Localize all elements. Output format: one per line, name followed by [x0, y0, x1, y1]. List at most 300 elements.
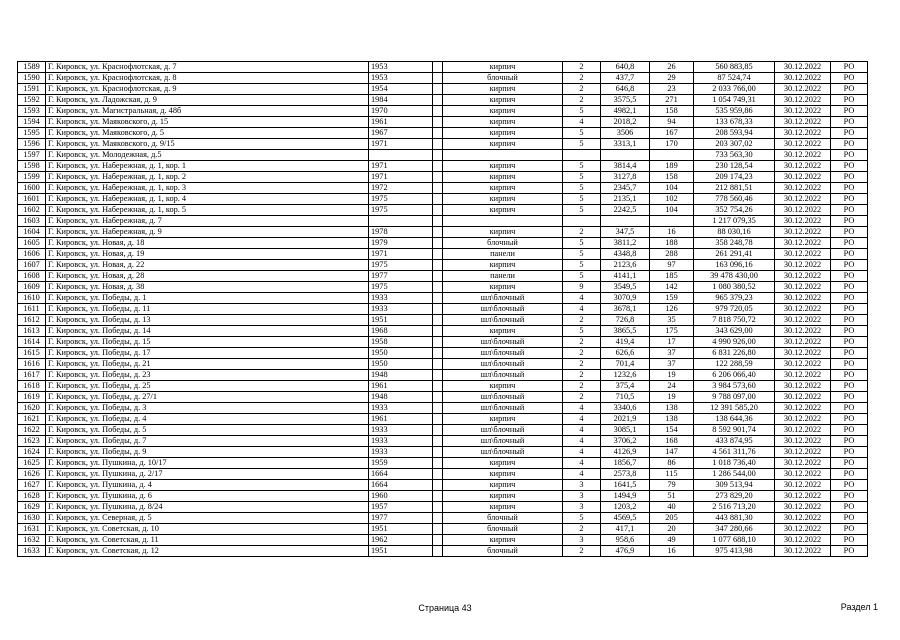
row-number-cell: 1616	[18, 359, 46, 370]
floors-cell: 4	[563, 447, 601, 458]
cost-cell: 9 788 097,00	[694, 392, 775, 403]
area-cell: 3811,2	[601, 238, 650, 249]
residents-cell	[650, 216, 694, 227]
table-row	[18, 62, 868, 73]
floors-cell: 5	[563, 128, 601, 139]
area-cell: 1641,5	[601, 480, 650, 491]
table-row	[18, 491, 868, 502]
table-row	[18, 524, 868, 535]
area-cell: 4141,1	[601, 271, 650, 282]
date-cell: 30.12.2022	[775, 238, 831, 249]
program-code-cell: РО	[831, 315, 868, 326]
spacer-cell	[433, 172, 443, 183]
cost-cell: 138 644,36	[694, 414, 775, 425]
table-row	[18, 392, 868, 403]
date-cell: 30.12.2022	[775, 315, 831, 326]
build-year-cell: 1971	[369, 249, 433, 260]
residents-cell: 142	[650, 282, 694, 293]
spacer-cell	[433, 205, 443, 216]
cost-cell: 443 881,30	[694, 513, 775, 524]
cost-cell: 6 831 226,80	[694, 348, 775, 359]
spacer-cell	[433, 337, 443, 348]
date-cell: 30.12.2022	[775, 260, 831, 271]
cost-cell: 208 593,94	[694, 128, 775, 139]
date-cell: 30.12.2022	[775, 370, 831, 381]
floors-cell: 2	[563, 381, 601, 392]
program-code-cell: РО	[831, 425, 868, 436]
floors-cell: 2	[563, 227, 601, 238]
build-year-cell: 1961	[369, 414, 433, 425]
row-number-cell: 1599	[18, 172, 46, 183]
wall-material-cell: шл\блочный	[443, 436, 563, 447]
table-row	[18, 370, 868, 381]
floors-cell: 5	[563, 205, 601, 216]
table-row	[18, 315, 868, 326]
row-number-cell: 1602	[18, 205, 46, 216]
area-cell: 3340,6	[601, 403, 650, 414]
address-cell: Г. Кировск, ул. Победы, д. 9	[46, 447, 369, 458]
floors-cell: 5	[563, 106, 601, 117]
row-number-cell: 1607	[18, 260, 46, 271]
date-cell: 30.12.2022	[775, 480, 831, 491]
row-number-cell: 1608	[18, 271, 46, 282]
program-code-cell: РО	[831, 194, 868, 205]
date-cell: 30.12.2022	[775, 183, 831, 194]
spacer-cell	[433, 359, 443, 370]
date-cell: 30.12.2022	[775, 128, 831, 139]
program-code-cell: РО	[831, 491, 868, 502]
cost-cell: 347 280,66	[694, 524, 775, 535]
table-row	[18, 205, 868, 216]
build-year-cell: 1664	[369, 469, 433, 480]
table-body	[18, 62, 868, 557]
spacer-cell	[433, 249, 443, 260]
program-code-cell: РО	[831, 183, 868, 194]
spacer-cell	[433, 84, 443, 95]
build-year-cell: 1975	[369, 260, 433, 271]
floors-cell: 2	[563, 315, 601, 326]
area-cell: 640,8	[601, 62, 650, 73]
build-year-cell: 1960	[369, 491, 433, 502]
cost-cell: 7 818 750,72	[694, 315, 775, 326]
floors-cell: 5	[563, 271, 601, 282]
spacer-cell	[433, 73, 443, 84]
area-cell: 4126,9	[601, 447, 650, 458]
floors-cell	[563, 150, 601, 161]
area-cell: 2123,6	[601, 260, 650, 271]
residents-cell: 158	[650, 106, 694, 117]
spacer-cell	[433, 447, 443, 458]
area-cell: 375,4	[601, 381, 650, 392]
program-code-cell: РО	[831, 524, 868, 535]
date-cell: 30.12.2022	[775, 392, 831, 403]
program-code-cell: РО	[831, 238, 868, 249]
build-year-cell: 1961	[369, 117, 433, 128]
program-code-cell: РО	[831, 62, 868, 73]
address-cell: Г. Кировск, ул. Победы, д. 11	[46, 304, 369, 315]
program-code-cell: РО	[831, 326, 868, 337]
floors-cell: 3	[563, 480, 601, 491]
build-year-cell: 1951	[369, 546, 433, 557]
residents-cell: 288	[650, 249, 694, 260]
residents-cell: 170	[650, 139, 694, 150]
row-number-cell: 1606	[18, 249, 46, 260]
wall-material-cell: блочный	[443, 546, 563, 557]
date-cell: 30.12.2022	[775, 535, 831, 546]
date-cell: 30.12.2022	[775, 161, 831, 172]
area-cell: 1856,7	[601, 458, 650, 469]
spacer-cell	[433, 315, 443, 326]
address-cell: Г. Кировск, ул. Новая, д. 19	[46, 249, 369, 260]
build-year-cell: 1978	[369, 227, 433, 238]
address-cell: Г. Кировск, ул. Магистральная, д. 48б	[46, 106, 369, 117]
cost-cell: 309 513,94	[694, 480, 775, 491]
wall-material-cell: кирпич	[443, 161, 563, 172]
wall-material-cell: шл\блочный	[443, 315, 563, 326]
cost-cell: 87 524,74	[694, 73, 775, 84]
table-row	[18, 172, 868, 183]
area-cell: 3313,1	[601, 139, 650, 150]
cost-cell: 343 629,00	[694, 326, 775, 337]
residents-cell: 168	[650, 436, 694, 447]
program-code-cell: РО	[831, 260, 868, 271]
area-cell: 2345,7	[601, 183, 650, 194]
program-code-cell: РО	[831, 337, 868, 348]
spacer-cell	[433, 304, 443, 315]
floors-cell: 9	[563, 282, 601, 293]
date-cell: 30.12.2022	[775, 150, 831, 161]
floors-cell: 4	[563, 293, 601, 304]
wall-material-cell: кирпич	[443, 117, 563, 128]
floors-cell: 4	[563, 117, 601, 128]
spacer-cell	[433, 502, 443, 513]
build-year-cell: 1971	[369, 139, 433, 150]
address-cell: Г. Кировск, ул. Маяковского, д. 9/15	[46, 139, 369, 150]
date-cell: 30.12.2022	[775, 414, 831, 425]
residents-cell: 17	[650, 337, 694, 348]
wall-material-cell: кирпич	[443, 491, 563, 502]
table-row	[18, 535, 868, 546]
cost-cell: 560 883,85	[694, 62, 775, 73]
address-cell: Г. Кировск, ул. Советская, д. 10	[46, 524, 369, 535]
wall-material-cell: кирпич	[443, 84, 563, 95]
date-cell: 30.12.2022	[775, 84, 831, 95]
build-year-cell: 1967	[369, 128, 433, 139]
residents-cell: 104	[650, 183, 694, 194]
area-cell: 1232,6	[601, 370, 650, 381]
area-cell: 3678,1	[601, 304, 650, 315]
wall-material-cell: кирпич	[443, 205, 563, 216]
residents-cell: 37	[650, 359, 694, 370]
cost-cell: 4 990 926,00	[694, 337, 775, 348]
spacer-cell	[433, 161, 443, 172]
row-number-cell: 1617	[18, 370, 46, 381]
address-cell: Г. Кировск, ул. Набережная, д. 1, кор. 2	[46, 172, 369, 183]
table-row	[18, 480, 868, 491]
table-row	[18, 381, 868, 392]
table-row	[18, 293, 868, 304]
date-cell: 30.12.2022	[775, 491, 831, 502]
row-number-cell: 1630	[18, 513, 46, 524]
wall-material-cell: шл\блочный	[443, 447, 563, 458]
wall-material-cell: кирпич	[443, 414, 563, 425]
wall-material-cell: шл\блочный	[443, 403, 563, 414]
area-cell: 626,6	[601, 348, 650, 359]
residents-cell: 147	[650, 447, 694, 458]
spacer-cell	[433, 271, 443, 282]
program-code-cell: РО	[831, 436, 868, 447]
residents-cell: 51	[650, 491, 694, 502]
wall-material-cell: шл\блочный	[443, 392, 563, 403]
address-cell: Г. Кировск, ул. Набережная, д. 7	[46, 216, 369, 227]
area-cell: 2242,5	[601, 205, 650, 216]
spacer-cell	[433, 150, 443, 161]
spacer-cell	[433, 425, 443, 436]
row-number-cell: 1622	[18, 425, 46, 436]
cost-cell: 358 248,78	[694, 238, 775, 249]
wall-material-cell: кирпич	[443, 502, 563, 513]
cost-cell: 975 413,98	[694, 546, 775, 557]
area-cell: 3085,1	[601, 425, 650, 436]
date-cell: 30.12.2022	[775, 106, 831, 117]
wall-material-cell: кирпич	[443, 458, 563, 469]
floors-cell: 2	[563, 95, 601, 106]
residents-cell: 19	[650, 370, 694, 381]
address-cell: Г. Кировск, ул. Краснофлотская, д. 8	[46, 73, 369, 84]
row-number-cell: 1609	[18, 282, 46, 293]
residents-cell: 94	[650, 117, 694, 128]
floors-cell: 5	[563, 238, 601, 249]
address-cell: Г. Кировск, ул. Победы, д. 4	[46, 414, 369, 425]
area-cell: 3575,5	[601, 95, 650, 106]
date-cell: 30.12.2022	[775, 304, 831, 315]
row-number-cell: 1589	[18, 62, 46, 73]
address-cell: Г. Кировск, ул. Победы, д. 14	[46, 326, 369, 337]
build-year-cell: 1975	[369, 205, 433, 216]
address-cell: Г. Кировск, ул. Новая, д. 38	[46, 282, 369, 293]
build-year-cell: 1975	[369, 194, 433, 205]
build-year-cell: 1953	[369, 62, 433, 73]
wall-material-cell: шл\блочный	[443, 359, 563, 370]
cost-cell: 1 054 749,31	[694, 95, 775, 106]
table-row	[18, 414, 868, 425]
row-number-cell: 1612	[18, 315, 46, 326]
program-code-cell: РО	[831, 370, 868, 381]
residents-cell	[650, 150, 694, 161]
table-row	[18, 348, 868, 359]
area-cell: 4569,5	[601, 513, 650, 524]
cost-cell: 203 307,02	[694, 139, 775, 150]
spacer-cell	[433, 491, 443, 502]
date-cell: 30.12.2022	[775, 425, 831, 436]
row-number-cell: 1593	[18, 106, 46, 117]
address-cell: Г. Кировск, ул. Краснофлотская, д. 9	[46, 84, 369, 95]
program-code-cell: РО	[831, 249, 868, 260]
spacer-cell	[433, 95, 443, 106]
row-number-cell: 1629	[18, 502, 46, 513]
area-cell: 347,5	[601, 227, 650, 238]
residents-cell: 49	[650, 535, 694, 546]
wall-material-cell: кирпич	[443, 106, 563, 117]
wall-material-cell: кирпич	[443, 260, 563, 271]
area-cell: 2573,8	[601, 469, 650, 480]
row-number-cell: 1627	[18, 480, 46, 491]
area-cell: 2135,1	[601, 194, 650, 205]
floors-cell: 2	[563, 348, 601, 359]
build-year-cell: 1962	[369, 535, 433, 546]
date-cell: 30.12.2022	[775, 513, 831, 524]
area-cell: 3706,2	[601, 436, 650, 447]
residents-cell: 138	[650, 414, 694, 425]
build-year-cell: 1975	[369, 282, 433, 293]
table-row	[18, 249, 868, 260]
floors-cell: 5	[563, 139, 601, 150]
residents-cell: 175	[650, 326, 694, 337]
program-code-cell: РО	[831, 304, 868, 315]
residents-cell: 154	[650, 425, 694, 436]
wall-material-cell: шл\блочный	[443, 293, 563, 304]
row-number-cell: 1603	[18, 216, 46, 227]
build-year-cell: 1933	[369, 304, 433, 315]
cost-cell: 1 080 380,52	[694, 282, 775, 293]
address-cell: Г. Кировск, ул. Набережная, д. 1, кор. 4	[46, 194, 369, 205]
floors-cell: 2	[563, 392, 601, 403]
wall-material-cell: кирпич	[443, 381, 563, 392]
area-cell: 437,7	[601, 73, 650, 84]
cost-cell: 733 563,30	[694, 150, 775, 161]
program-code-cell: РО	[831, 480, 868, 491]
cost-cell: 122 288,59	[694, 359, 775, 370]
residents-cell: 205	[650, 513, 694, 524]
row-number-cell: 1628	[18, 491, 46, 502]
area-cell	[601, 150, 650, 161]
build-year-cell: 1954	[369, 84, 433, 95]
address-cell: Г. Кировск, ул. Набережная, д. 1, кор. 3	[46, 183, 369, 194]
floors-cell	[563, 216, 601, 227]
program-code-cell: РО	[831, 150, 868, 161]
program-code-cell: РО	[831, 348, 868, 359]
date-cell: 30.12.2022	[775, 95, 831, 106]
build-year-cell	[369, 150, 433, 161]
table-row	[18, 106, 868, 117]
floors-cell: 3	[563, 502, 601, 513]
address-cell: Г. Кировск, ул. Победы, д. 5	[46, 425, 369, 436]
residents-cell: 115	[650, 469, 694, 480]
build-year-cell: 1951	[369, 315, 433, 326]
wall-material-cell: блочный	[443, 73, 563, 84]
program-code-cell: РО	[831, 117, 868, 128]
wall-material-cell: панели	[443, 249, 563, 260]
build-year-cell: 1957	[369, 502, 433, 513]
table-row	[18, 337, 868, 348]
cost-cell: 261 291,41	[694, 249, 775, 260]
floors-cell: 2	[563, 546, 601, 557]
program-code-cell: РО	[831, 381, 868, 392]
address-cell: Г. Кировск, ул. Маяковского, д. 5	[46, 128, 369, 139]
area-cell: 646,8	[601, 84, 650, 95]
wall-material-cell: шл\блочный	[443, 337, 563, 348]
table-row	[18, 117, 868, 128]
spacer-cell	[433, 260, 443, 271]
program-code-cell: РО	[831, 359, 868, 370]
row-number-cell: 1598	[18, 161, 46, 172]
wall-material-cell: кирпич	[443, 128, 563, 139]
cost-cell: 778 560,46	[694, 194, 775, 205]
floors-cell: 2	[563, 370, 601, 381]
residents-cell: 26	[650, 62, 694, 73]
spacer-cell	[433, 458, 443, 469]
program-code-cell: РО	[831, 282, 868, 293]
floors-cell: 4	[563, 469, 601, 480]
program-code-cell: РО	[831, 535, 868, 546]
spacer-cell	[433, 535, 443, 546]
wall-material-cell: кирпич	[443, 469, 563, 480]
program-code-cell: РО	[831, 403, 868, 414]
build-year-cell: 1933	[369, 436, 433, 447]
build-year-cell: 1933	[369, 425, 433, 436]
date-cell: 30.12.2022	[775, 337, 831, 348]
wall-material-cell	[443, 216, 563, 227]
date-cell: 30.12.2022	[775, 293, 831, 304]
address-cell: Г. Кировск, ул. Победы, д. 27/1	[46, 392, 369, 403]
wall-material-cell: шл\блочный	[443, 425, 563, 436]
date-cell: 30.12.2022	[775, 546, 831, 557]
floors-cell: 4	[563, 458, 601, 469]
program-code-cell: РО	[831, 172, 868, 183]
cost-cell: 209 174,23	[694, 172, 775, 183]
address-cell: Г. Кировск, ул. Маяковского, д. 15	[46, 117, 369, 128]
row-number-cell: 1600	[18, 183, 46, 194]
build-year-cell: 1958	[369, 337, 433, 348]
residents-cell: 167	[650, 128, 694, 139]
page-number: Страница 43	[418, 603, 472, 613]
cost-cell: 8 592 901,74	[694, 425, 775, 436]
date-cell: 30.12.2022	[775, 194, 831, 205]
cost-cell: 4 561 311,76	[694, 447, 775, 458]
floors-cell: 5	[563, 194, 601, 205]
date-cell: 30.12.2022	[775, 447, 831, 458]
row-number-cell: 1597	[18, 150, 46, 161]
cost-cell: 2 516 713,20	[694, 502, 775, 513]
program-code-cell: РО	[831, 161, 868, 172]
cost-cell: 12 391 585,20	[694, 403, 775, 414]
table-row	[18, 436, 868, 447]
floors-cell: 2	[563, 359, 601, 370]
date-cell: 30.12.2022	[775, 326, 831, 337]
table-row	[18, 513, 868, 524]
floors-cell: 5	[563, 172, 601, 183]
residents-cell: 35	[650, 315, 694, 326]
build-year-cell: 1961	[369, 381, 433, 392]
residents-cell: 271	[650, 95, 694, 106]
wall-material-cell: кирпич	[443, 95, 563, 106]
build-year-cell: 1950	[369, 359, 433, 370]
spacer-cell	[433, 403, 443, 414]
cost-cell: 88 030,16	[694, 227, 775, 238]
date-cell: 30.12.2022	[775, 205, 831, 216]
table-row	[18, 227, 868, 238]
build-year-cell: 1984	[369, 95, 433, 106]
build-year-cell: 1977	[369, 513, 433, 524]
build-year-cell: 1971	[369, 172, 433, 183]
date-cell: 30.12.2022	[775, 73, 831, 84]
spacer-cell	[433, 469, 443, 480]
cost-cell: 535 959,86	[694, 106, 775, 117]
table-row	[18, 260, 868, 271]
table-row	[18, 84, 868, 95]
spacer-cell	[433, 293, 443, 304]
area-cell: 2021,9	[601, 414, 650, 425]
